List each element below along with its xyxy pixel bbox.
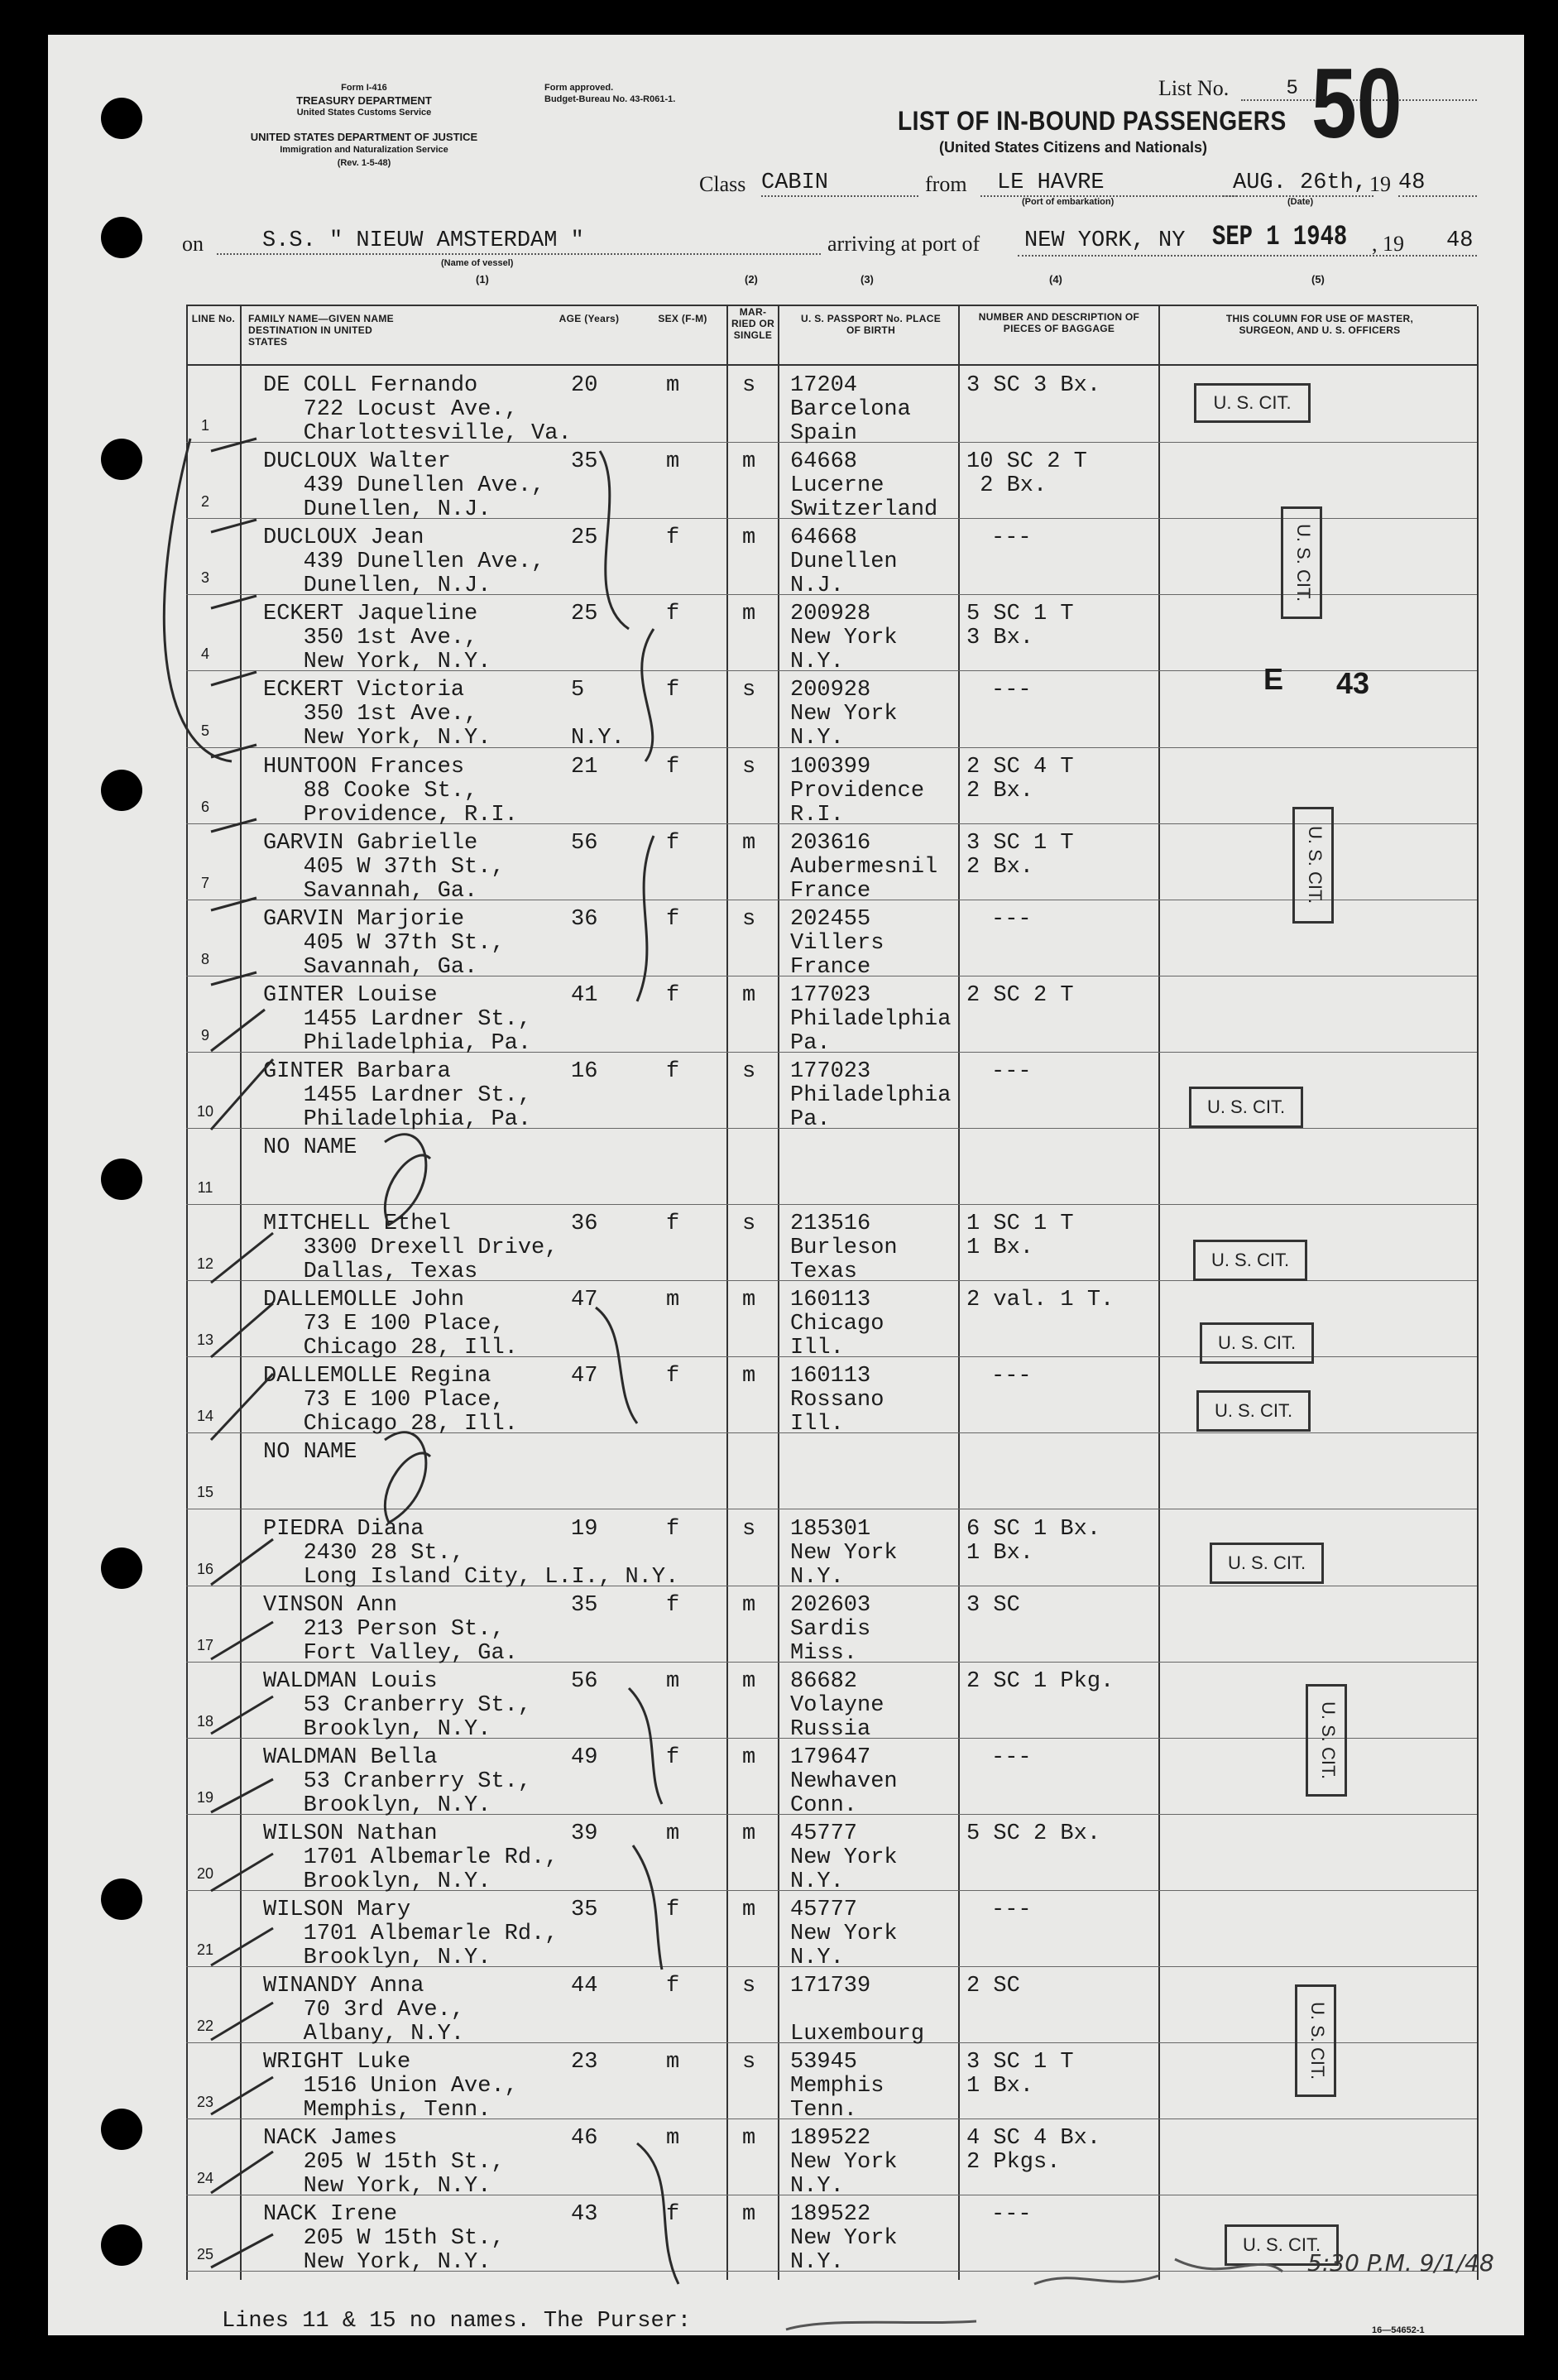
baggage-description: --- <box>991 1898 1032 1922</box>
passenger-age: 56 <box>571 831 598 856</box>
line-number: 24 <box>196 2170 214 2186</box>
baggage-description: --- <box>991 1745 1032 1770</box>
passenger-sex: f <box>666 1593 680 1618</box>
us-cit-stamp: U. S. CIT. <box>1193 1240 1307 1281</box>
line-number: 20 <box>196 1865 214 1882</box>
passport-birthplace: 171739 Luxembourg <box>790 1974 925 2047</box>
passenger-name-address: GARVIN Marjorie 405 W 37th St., Savannah, Ga. <box>263 907 505 980</box>
marital-status: m <box>742 1669 756 1694</box>
vessel-caption: (Name of vessel) <box>441 258 514 268</box>
passenger-name-address: WRIGHT Luke 1516 Union Ave., Memphis, Tenn. <box>263 2050 518 2123</box>
baggage-description: --- <box>991 678 1032 703</box>
passport-birthplace: 185301 New York N.Y. <box>790 1517 898 1590</box>
passenger-name-address: ECKERT Victoria 350 1st Ave., New York, N.Y. <box>263 678 491 751</box>
list-number: 50 <box>1311 48 1402 159</box>
line-number: 12 <box>196 1255 214 1272</box>
passenger-sex: f <box>666 525 680 550</box>
passenger-name-address: WILSON Mary 1701 Albemarle Rd., Brooklyn, N.Y. <box>263 1898 558 1970</box>
header-age: AGE (Years) <box>558 313 620 324</box>
marital-status: m <box>742 2126 756 2151</box>
passenger-age: 39 <box>571 1821 598 1846</box>
passenger-age: 43 <box>571 2202 598 2227</box>
marital-status: s <box>742 755 756 780</box>
date-year-prefix: 19 <box>1369 172 1391 196</box>
arrival-port: NEW YORK, NY <box>1024 228 1186 253</box>
passenger-sex: m <box>666 1669 680 1694</box>
date-caption: (Date) <box>1287 197 1314 207</box>
column-number-5: (5) <box>1311 273 1325 286</box>
us-cit-stamp: U. S. CIT. <box>1189 1087 1303 1128</box>
revision: (Rev. 1-5-48) <box>337 158 391 168</box>
on-label: on <box>182 232 204 256</box>
passport-birthplace: 17204 Barcelona Spain <box>790 373 911 446</box>
passport-birthplace: 45777 New York N.Y. <box>790 1898 898 1970</box>
passport-birthplace: 202455 Villers France <box>790 907 884 980</box>
us-cit-stamp: U. S. CIT. <box>1196 1390 1311 1432</box>
header-sex: SEX (F-M) <box>658 313 707 324</box>
from-label: from <box>925 172 967 196</box>
header-line-no: LINE No. <box>191 313 236 324</box>
marital-status: s <box>742 907 756 932</box>
passenger-age: 21 <box>571 755 598 780</box>
list-no-label: List No. <box>1158 76 1230 100</box>
line-number: 2 <box>200 493 209 510</box>
header-officers: THIS COLUMN FOR USE OF MASTER, SURGEON, AND U. S. OFFICERS <box>1225 313 1414 336</box>
page-title: LIST OF IN-BOUND PASSENGERS <box>898 106 1287 136</box>
us-cit-stamp: U. S. CIT. <box>1281 506 1322 619</box>
class-label: Class <box>699 172 746 196</box>
marital-status: m <box>742 831 756 856</box>
marital-status: m <box>742 602 756 626</box>
line-number: 9 <box>200 1027 209 1044</box>
embark-date: AUG. 26th, <box>1223 170 1373 197</box>
baggage-description: 2 SC 2 T <box>966 983 1074 1008</box>
passenger-sex: f <box>666 831 680 856</box>
baggage-description: 3 SC 1 T 2 Bx. <box>966 831 1074 880</box>
passenger-sex: f <box>666 983 680 1008</box>
port-embarkation: LE HAVRE <box>980 170 1237 197</box>
line-number: 11 <box>197 1179 213 1196</box>
us-cit-stamp: U. S. CIT. <box>1295 1984 1336 2097</box>
passport-birthplace: 45777 New York N.Y. <box>790 1821 898 1894</box>
arriving-label: arriving at port of <box>827 232 980 256</box>
passenger-sex: f <box>666 602 680 626</box>
passenger-age: 44 <box>571 1974 598 1999</box>
e-stamp-letter: E <box>1263 662 1284 696</box>
line-number: 17 <box>196 1637 214 1653</box>
passport-birthplace: 200928 New York N.Y. <box>790 602 898 674</box>
scribble-mark <box>385 1432 430 1523</box>
line-number: 25 <box>196 2246 214 2262</box>
line-number: 18 <box>196 1713 214 1730</box>
birth-state: N.Y. <box>571 726 625 751</box>
passport-birthplace: 86682 Volayne Russia <box>790 1669 884 1742</box>
us-cit-stamp: U. S. CIT. <box>1306 1684 1347 1797</box>
marital-status: s <box>742 373 756 398</box>
bracket-mark <box>164 439 232 761</box>
line-number: 6 <box>200 799 209 815</box>
passenger-sex: m <box>666 1288 680 1312</box>
baggage-description: 3 SC 3 Bx. <box>966 373 1101 398</box>
treasury-dept: TREASURY DEPARTMENT <box>296 94 432 107</box>
baggage-description: --- <box>991 1364 1032 1389</box>
baggage-description: 1 SC 1 T 1 Bx. <box>966 1212 1074 1260</box>
passport-birthplace: 213516 Burleson Texas <box>790 1212 898 1284</box>
passport-birthplace: 189522 New York N.Y. <box>790 2202 898 2275</box>
passenger-name-address: DALLEMOLLE Regina 73 E 100 Place, Chicago 28, Ill. <box>263 1364 518 1437</box>
passenger-sex: m <box>666 1821 680 1846</box>
passenger-name-address: NO NAME <box>263 1135 357 1160</box>
marital-status: m <box>742 1898 756 1922</box>
passenger-age: 5 <box>571 678 585 703</box>
passport-birthplace: 203616 Aubermesnil France <box>790 831 938 904</box>
form-approved: Form approved. <box>544 83 614 93</box>
passenger-age: 47 <box>571 1364 598 1389</box>
passenger-name-address: VINSON Ann 213 Person St., Fort Valley, Ga. <box>263 1593 518 1666</box>
passport-birthplace: 100399 Providence R.I. <box>790 755 925 828</box>
line-number: 3 <box>200 569 209 586</box>
baggage-description: --- <box>991 525 1032 550</box>
passenger-age: 20 <box>571 373 598 398</box>
page-subtitle: (United States Citizens and Nationals) <box>939 139 1208 156</box>
baggage-description: 4 SC 4 Bx. 2 Pkgs. <box>966 2126 1101 2175</box>
marital-status: s <box>742 1212 756 1236</box>
passenger-sex: f <box>666 1898 680 1922</box>
marital-status: m <box>742 1593 756 1618</box>
passenger-name-address: DALLEMOLLE John 73 E 100 Place, Chicago 28, Ill. <box>263 1288 518 1360</box>
marital-status: m <box>742 1821 756 1846</box>
marital-status: m <box>742 1745 756 1770</box>
passenger-name-address: WALDMAN Louis 53 Cranberry St., Brooklyn, N.Y. <box>263 1669 532 1742</box>
passport-birthplace: 177023 Philadelphia Pa. <box>790 983 952 1056</box>
passenger-sex: m <box>666 373 680 398</box>
passenger-name-address: PIEDRA Diana 2430 28 St., Long Island City, L.I., N.Y. <box>263 1517 679 1590</box>
passenger-sex: f <box>666 907 680 932</box>
passenger-name-address: WILSON Nathan 1701 Albemarle Rd., Brooklyn, N.Y. <box>263 1821 558 1894</box>
passenger-age: 49 <box>571 1745 598 1770</box>
passenger-age: 25 <box>571 602 598 626</box>
passenger-name-address: DUCLOUX Walter 439 Dunellen Ave., Dunellen, N.J. <box>263 449 545 522</box>
line-number: 21 <box>196 1941 214 1958</box>
header-baggage: NUMBER AND DESCRIPTION OF PIECES OF BAGGAGE <box>978 311 1140 334</box>
passenger-name-address: ECKERT Jaqueline 350 1st Ave., New York, N.Y. <box>263 602 491 674</box>
column-number-1: (1) <box>476 273 489 286</box>
footer-note: Lines 11 & 15 no names. The Purser: <box>222 2309 692 2334</box>
baggage-description: 10 SC 2 T 2 Bx. <box>966 449 1087 498</box>
arrival-year: 48 <box>1446 228 1474 253</box>
baggage-description: 2 SC 1 Pkg. <box>966 1669 1115 1694</box>
baggage-description: 2 SC <box>966 1974 1020 1999</box>
passenger-sex: m <box>666 2126 680 2151</box>
passenger-sex: f <box>666 1745 680 1770</box>
passenger-age: 41 <box>571 983 598 1008</box>
arrival-date-stamp: SEP 1 1948 <box>1212 222 1348 253</box>
line-number: 15 <box>196 1484 214 1500</box>
e-stamp-number: 43 <box>1336 666 1370 700</box>
marital-status: m <box>742 1364 756 1389</box>
line-number: 19 <box>196 1789 214 1806</box>
us-cit-stamp: U. S. CIT. <box>1210 1543 1324 1584</box>
passenger-age: 36 <box>571 1212 598 1236</box>
column-number-4: (4) <box>1049 273 1062 286</box>
baggage-description: 3 SC 1 T 1 Bx. <box>966 2050 1074 2099</box>
baggage-description: 5 SC 2 Bx. <box>966 1821 1101 1846</box>
passenger-name-address: NACK Irene 205 W 15th St., New York, N.Y. <box>263 2202 505 2275</box>
baggage-description: 3 SC <box>966 1593 1020 1618</box>
passenger-sex: f <box>666 1212 680 1236</box>
passenger-name-address: WINANDY Anna 70 3rd Ave., Albany, N.Y. <box>263 1974 465 2047</box>
passport-birthplace: 64668 Lucerne Switzerland <box>790 449 938 522</box>
passport-birthplace: 53945 Memphis Tenn. <box>790 2050 884 2123</box>
marital-status: s <box>742 678 756 703</box>
line-number: 16 <box>196 1561 214 1577</box>
us-cit-stamp: U. S. CIT. <box>1292 807 1334 924</box>
inspector-signature <box>1034 2259 1282 2284</box>
baggage-description: 2 val. 1 T. <box>966 1288 1115 1312</box>
customs-service: United States Customs Service <box>296 108 432 118</box>
passenger-sex: f <box>666 1059 680 1084</box>
passenger-sex: f <box>666 678 680 703</box>
passport-birthplace: 189522 New York N.Y. <box>790 2126 898 2199</box>
line-number: 8 <box>200 951 209 967</box>
line-number: 23 <box>196 2094 214 2110</box>
passenger-sex: f <box>666 2202 680 2227</box>
passenger-sex: m <box>666 449 680 474</box>
passenger-name-address: HUNTOON Frances 88 Cooke St., Providence, R.I. <box>263 755 518 828</box>
class-value: CABIN <box>761 170 918 197</box>
date-year: 48 <box>1398 170 1477 197</box>
passenger-age: 19 <box>571 1517 598 1542</box>
marital-status: m <box>742 2202 756 2227</box>
passenger-sex: m <box>666 2050 680 2075</box>
header-married: MAR-RIED OR SINGLE <box>731 306 775 341</box>
time-annotation: 5:30 P.M. 9/1/48 <box>1307 2249 1494 2277</box>
marital-status: m <box>742 449 756 474</box>
baggage-description: --- <box>991 2202 1032 2227</box>
baggage-description: 6 SC 1 Bx. 1 Bx. <box>966 1517 1101 1566</box>
header-name: FAMILY NAME—GIVEN NAME DESTINATION IN UNITED STATES <box>248 313 394 348</box>
passenger-age: 56 <box>571 1669 598 1694</box>
passport-birthplace: 160113 Rossano Ill. <box>790 1364 884 1437</box>
budget-bureau: Budget-Bureau No. 43-R061-1. <box>544 94 676 104</box>
marital-status: m <box>742 525 756 550</box>
line-number: 5 <box>200 722 209 739</box>
baggage-description: --- <box>991 907 1032 932</box>
passenger-name-address: GARVIN Gabrielle 405 W 37th St., Savannah, Ga. <box>263 831 505 904</box>
marital-status: m <box>742 1288 756 1312</box>
passenger-name-address: NO NAME <box>263 1440 357 1465</box>
passenger-age: 36 <box>571 907 598 932</box>
justice-dept: UNITED STATES DEPARTMENT OF JUSTICE <box>250 131 478 143</box>
ins-service: Immigration and Naturalization Service <box>280 145 448 155</box>
passenger-age: 35 <box>571 1898 598 1922</box>
us-cit-stamp: U. S. CIT. <box>1200 1322 1314 1364</box>
column-number-3: (3) <box>860 273 874 286</box>
passenger-name-address: DUCLOUX Jean 439 Dunellen Ave., Dunellen, N.J. <box>263 525 545 598</box>
passenger-age: 23 <box>571 2050 598 2075</box>
list-no-small: 5 <box>1287 76 1298 98</box>
passenger-age: 35 <box>571 1593 598 1618</box>
marital-status: s <box>742 1974 756 1999</box>
line-number: 22 <box>196 2018 214 2034</box>
passenger-name-address: DE COLL Fernando 722 Locust Ave., Charlottesville, Va. <box>263 373 572 446</box>
marital-status: s <box>742 1059 756 1084</box>
passenger-age: 35 <box>571 449 598 474</box>
us-cit-stamp: U. S. CIT. <box>1225 2224 1339 2266</box>
passenger-name-address: GINTER Louise 1455 Lardner St., Philadelphia, Pa. <box>263 983 532 1056</box>
baggage-description: --- <box>991 1059 1032 1084</box>
vessel-name: S.S. " NIEUW AMSTERDAM " <box>217 228 821 255</box>
column-number-2: (2) <box>745 273 758 286</box>
line-number: 1 <box>200 417 209 434</box>
passenger-sex: f <box>666 1517 680 1542</box>
line-number: 4 <box>200 645 209 662</box>
arrival-year-prefix: , 19 <box>1372 232 1404 256</box>
line-number: 14 <box>196 1408 214 1424</box>
passenger-name-address: WALDMAN Bella 53 Cranberry St., Brooklyn, N.Y. <box>263 1745 532 1818</box>
baggage-description: 2 SC 4 T 2 Bx. <box>966 755 1074 804</box>
passenger-name-address: MITCHELL Ethel 3300 Drexell Drive, Dallas, Texas <box>263 1212 558 1284</box>
line-number: 10 <box>196 1103 214 1120</box>
form-number: Form I-416 <box>341 83 387 93</box>
marital-status: s <box>742 1517 756 1542</box>
scribble-mark <box>385 1135 430 1225</box>
line-number: 7 <box>200 875 209 891</box>
marital-status: m <box>742 983 756 1008</box>
passenger-name-address: GINTER Barbara 1455 Lardner St., Philadelphia, Pa. <box>263 1059 532 1132</box>
purser-signature <box>786 2321 976 2330</box>
passport-birthplace: 64668 Dunellen N.J. <box>790 525 898 598</box>
form-code: 16—54652-1 <box>1372 2325 1425 2335</box>
line-number: 13 <box>196 1332 214 1348</box>
passenger-sex: f <box>666 755 680 780</box>
passenger-name-address: NACK James 205 W 15th St., New York, N.Y. <box>263 2126 505 2199</box>
passenger-age: 25 <box>571 525 598 550</box>
passport-birthplace: 202603 Sardis Miss. <box>790 1593 871 1666</box>
header-passport: U. S. PASSPORT No. PLACE OF BIRTH <box>801 313 941 336</box>
passenger-sex: f <box>666 1364 680 1389</box>
passenger-age: 16 <box>571 1059 598 1084</box>
marital-status: s <box>742 2050 756 2075</box>
passport-birthplace: 200928 New York N.Y. <box>790 678 898 751</box>
port-caption: (Port of embarkation) <box>1022 197 1115 207</box>
us-cit-stamp: U. S. CIT. <box>1194 383 1311 423</box>
passport-birthplace: 160113 Chicago Ill. <box>790 1288 884 1360</box>
passenger-age: 46 <box>571 2126 598 2151</box>
passport-birthplace: 179647 Newhaven Conn. <box>790 1745 898 1818</box>
passenger-sex: f <box>666 1974 680 1999</box>
passport-birthplace: 177023 Philadelphia Pa. <box>790 1059 952 1132</box>
baggage-description: 5 SC 1 T 3 Bx. <box>966 602 1074 650</box>
passenger-age: 47 <box>571 1288 598 1312</box>
